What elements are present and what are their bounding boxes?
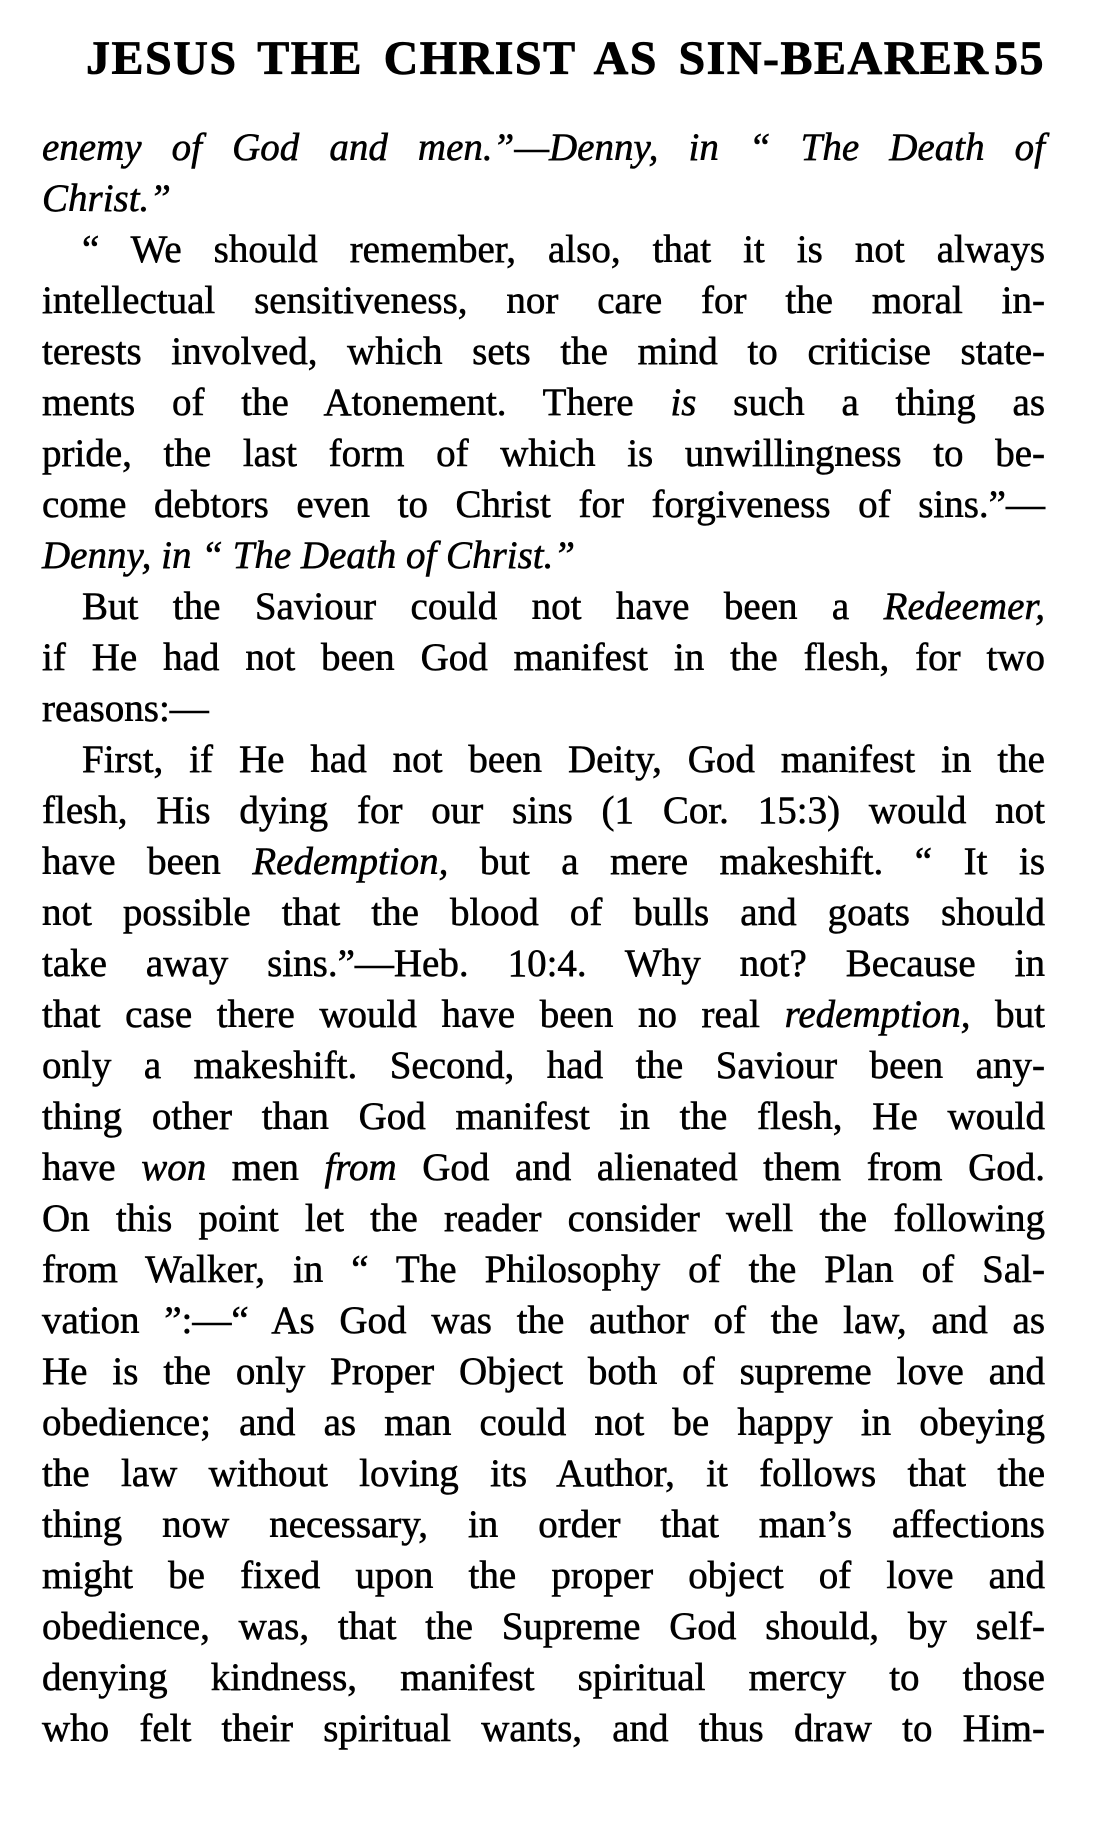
paragraph — [42, 734, 1045, 1754]
text-segment: obedience, was, that the Supreme God should, by self- — [42, 1604, 1045, 1648]
text-segment: thing other than God manifest in the flesh, He would — [42, 1094, 1045, 1138]
text-line — [42, 326, 1045, 377]
paragraph — [42, 581, 1045, 734]
text-line — [42, 479, 1045, 530]
italic-text-segment: won — [141, 1145, 207, 1189]
text-line — [42, 173, 1045, 224]
text-line — [42, 1193, 1045, 1244]
text-segment: from Walker, in “ The Philosophy of the Plan of Sal- — [42, 1247, 1045, 1291]
text-line — [42, 224, 1045, 275]
italic-text-segment: Denny, in “ The Death of Christ.” — [42, 533, 576, 577]
text-segment: denying kindness, manifest spiritual mercy to those — [42, 1655, 1045, 1699]
text-line — [42, 785, 1045, 836]
text-segment: might be fixed upon the proper object of love and — [42, 1553, 1045, 1597]
running-head-title: JESUS THE CHRIST AS SIN-BEARER — [86, 32, 990, 85]
text-line — [42, 1397, 1045, 1448]
italic-text-segment: from — [324, 1145, 397, 1189]
text-segment: But the Saviour could not have been a — [82, 584, 884, 628]
text-segment: thing now necessary, in order that man’s affections — [42, 1502, 1045, 1546]
text-line — [42, 836, 1045, 887]
text-line — [42, 989, 1045, 1040]
text-segment: have been — [42, 839, 253, 883]
text-block — [0, 86, 1097, 1754]
text-line — [42, 428, 1045, 479]
running-header — [0, 0, 1097, 86]
text-segment: ments of the Atonement. There — [42, 380, 671, 424]
text-line — [42, 1550, 1045, 1601]
text-segment: such a thing as — [696, 380, 1045, 424]
italic-text-segment: is — [670, 380, 697, 424]
italic-text-segment: Redeemer, — [883, 584, 1045, 628]
text-line — [42, 1448, 1045, 1499]
text-segment: but — [970, 992, 1045, 1036]
text-segment: have — [42, 1145, 142, 1189]
text-line — [42, 1091, 1045, 1142]
paragraph — [42, 224, 1045, 581]
text-segment: take away sins.”—Heb. 10:4. Why not? Because in — [42, 941, 1045, 985]
italic-text-segment: redemption, — [784, 992, 971, 1036]
text-segment: reasons:— — [42, 686, 209, 730]
text-segment: come debtors even to Christ for forgiveness of sins.”— — [42, 482, 1045, 526]
italic-text-segment: enemy of God and men.”—Denny, in “ The Death of — [42, 125, 1045, 169]
text-line — [42, 1652, 1045, 1703]
text-segment: On this point let the reader consider well the following — [42, 1196, 1045, 1240]
text-segment: God and alienated them from God. — [396, 1145, 1045, 1189]
text-segment: men — [206, 1145, 325, 1189]
text-segment: pride, the last form of which is unwillingness to be- — [42, 431, 1045, 475]
text-segment: intellectual sensitiveness, nor care for the moral in- — [42, 278, 1045, 322]
text-segment: First, if He had not been Deity, God manifest in the — [82, 737, 1045, 781]
text-line — [42, 683, 1045, 734]
text-segment: He is the only Proper Object both of supreme love and — [42, 1349, 1045, 1393]
text-segment: who felt their spiritual wants, and thus draw to Him- — [42, 1706, 1045, 1750]
text-line — [42, 1244, 1045, 1295]
text-segment: terests involved, which sets the mind to criticise state- — [42, 329, 1045, 373]
text-segment: not possible that the blood of bulls and goats should — [42, 890, 1045, 934]
italic-text-segment: Redemption, — [252, 839, 449, 883]
page-number: 55 — [994, 32, 1045, 85]
text-segment: but a mere makeshift. “ It is — [448, 839, 1045, 883]
text-line — [42, 1703, 1045, 1754]
text-segment: that case there would have been no real — [42, 992, 785, 1036]
paragraph — [42, 122, 1045, 224]
text-line — [42, 581, 1045, 632]
text-line — [42, 1499, 1045, 1550]
text-line — [42, 1295, 1045, 1346]
text-segment: if He had not been God manifest in the flesh, for two — [42, 635, 1045, 679]
text-segment: flesh, His dying for our sins (1 Cor. 15:3) would not — [42, 788, 1045, 832]
text-segment: “ We should remember, also, that it is not always — [82, 227, 1045, 271]
text-line — [42, 1346, 1045, 1397]
text-segment: vation ”:—“ As God was the author of the law, and as — [42, 1298, 1045, 1342]
text-line — [42, 530, 1045, 581]
italic-text-segment: Christ.” — [42, 176, 171, 220]
text-line — [42, 122, 1045, 173]
text-line — [42, 632, 1045, 683]
text-segment: only a makeshift. Second, had the Saviour been any- — [42, 1043, 1045, 1087]
text-line — [42, 938, 1045, 989]
text-segment: the law without loving its Author, it follows that the — [42, 1451, 1045, 1495]
text-segment: obedience; and as man could not be happy in obeying — [42, 1400, 1045, 1444]
text-line — [42, 275, 1045, 326]
text-line — [42, 734, 1045, 785]
text-line — [42, 1142, 1045, 1193]
text-line — [42, 377, 1045, 428]
text-line — [42, 1040, 1045, 1091]
text-line — [42, 1601, 1045, 1652]
text-line — [42, 887, 1045, 938]
